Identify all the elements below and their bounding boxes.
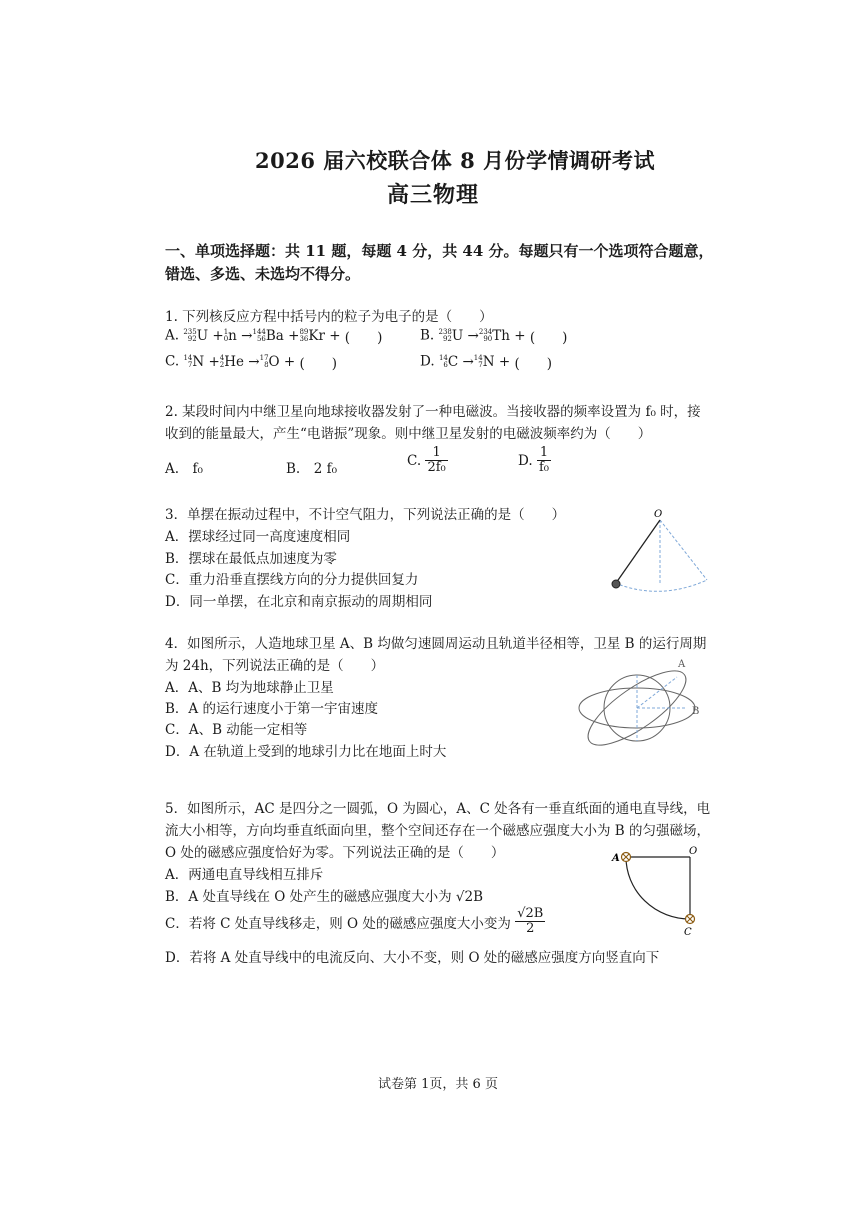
q1-option-b: B. 238 92 U → 234 90 Th + ( ) — [420, 327, 568, 346]
q5-option-b: B．A 处直导线在 O 处产生的磁感应强度大小为 √2B — [165, 889, 484, 905]
q1-option-d-label: D. — [420, 353, 435, 370]
q4-option-c: C．A、B 动能一定相等 — [165, 722, 308, 738]
q5-option-d: D．若将 A 处直导线中的电流反向、大小不变，则 O 处的磁感应强度方向竖直向下 — [165, 950, 660, 966]
section-heading-line2: 错选、多选、未选均不得分。 — [165, 265, 361, 283]
q5-stem-line1: 5．如图所示，AC 是四分之一圆弧，O 为圆心，A、C 处各有一垂直纸面的通电直导线，电 — [165, 801, 711, 817]
q2-option-c-fraction — [425, 446, 447, 476]
arc-label-a: A — [612, 853, 620, 864]
q4-stem-line2: 为 24h，下列说法正确的是（ ） — [165, 658, 385, 674]
arc-label-c: C — [684, 927, 692, 938]
exam-title: 2026 届六校联合体 8 月份学情调研考试 — [255, 148, 655, 173]
q1-option-a: A. 235 92 U + 1 0 n → 144 56 Ba + 89 36 Kr + ( ) — [165, 327, 383, 346]
q5-stem-line3: O 处的磁感应强度恰好为零。下列说法正确的是（ ） — [165, 845, 505, 861]
q4-option-a: A．A、B 均为地球静止卫星 — [165, 680, 334, 696]
q2-stem-line2: 收到的能量最大，产生“电谐振”现象。则中继卫星发射的电磁波频率约为（ ） — [165, 426, 652, 442]
q2-option-c-numerator: 1 — [425, 446, 447, 461]
q2-option-d-label: D. — [518, 452, 533, 469]
q2-option-c — [407, 446, 448, 476]
q5-option-c-numerator: √2B — [517, 906, 544, 921]
q2-option-b: B. 2 f₀ — [286, 461, 338, 477]
q1-option-c: C. 14 7 N + 4 2 He → 17 8 O + ( ) — [165, 353, 338, 372]
q3-option-b: B．摆球在最低点加速度为零 — [165, 551, 337, 567]
pendulum-label-o: O — [654, 509, 663, 520]
q1-option-d-blank: ( ) — [514, 356, 552, 372]
pendulum-arc — [615, 580, 707, 591]
q1-option-d: D. 14 6 C → 14 7 N + ( ) — [420, 353, 552, 372]
q3-option-a: A．摆球经过同一高度速度相同 — [165, 529, 351, 545]
q2-option-d-denominator: f₀ — [538, 460, 549, 476]
q1-option-a-blank: ( ) — [344, 330, 383, 346]
q5-stem-line2: 流大小相等，方向均垂直纸面向里，整个空间还存在一个磁感应强度大小为 B 的匀强磁场， — [165, 823, 711, 839]
page-footer: 试卷第 1页，共 6 页 — [378, 1077, 498, 1092]
q2-option-d — [518, 446, 551, 476]
q2-option-c-denominator: 2f₀ — [427, 460, 446, 476]
exam-subject: 高三物理 — [387, 182, 480, 208]
q5-option-c-text: C．若将 C 处直导线移走，则 O 处的磁感应强度大小变为 — [165, 915, 511, 932]
q3-option-d: D．同一单摆，在北京和南京振动的周期相同 — [165, 594, 433, 610]
q1-option-b-blank: ( ) — [529, 330, 568, 346]
q1-option-a-label: A. — [165, 327, 180, 344]
orbit-label-b: B — [692, 706, 700, 717]
q3-option-c: C．重力沿垂直摆线方向的分力提供回复力 — [165, 572, 419, 588]
quarter-arc-figure — [610, 843, 705, 938]
satellite-orbits-figure — [575, 655, 710, 755]
q4-stem-line1: 4．如图所示，人造地球卫星 A、B 均做匀速圆周运动且轨道半径相等，卫星 B 的运行周期 — [165, 636, 707, 652]
q1-stem: 1. 下列核反应方程中括号内的粒子为电子的是（ ） — [165, 309, 493, 325]
pendulum-string — [616, 520, 660, 583]
section-heading-line1: 一、单项选择题：共 11 题，每题 4 分，共 44 分。每题只有一个选项符合题意， — [165, 242, 714, 260]
q2-option-a: A. f₀ — [165, 461, 203, 477]
q5-option-c-denominator: 2 — [526, 921, 535, 937]
q2-stem-line1: 2. 某段时间内中继卫星向地球接收器发射了一种电磁波。当接收器的频率设置为 f₀ 时，接 — [165, 404, 701, 420]
q1-option-c-blank: ( ) — [299, 356, 338, 372]
arc-label-o: O — [689, 846, 698, 857]
q5-option-a: A．两通电直导线相互排斥 — [165, 867, 324, 883]
q5-option-c — [165, 907, 545, 937]
q1-option-c-label: C. — [165, 353, 180, 370]
q3-stem: 3．单摆在振动过程中，不计空气阻力，下列说法正确的是（ ） — [165, 507, 566, 523]
wire-a-icon — [622, 853, 631, 862]
pendulum-bob — [612, 580, 620, 588]
pendulum-right-line — [660, 520, 707, 580]
pendulum-figure — [600, 505, 720, 605]
orbit-label-a: A — [678, 659, 686, 670]
q4-option-d: D．A 在轨道上受到的地球引力比在地面上时大 — [165, 744, 447, 760]
q2-option-d-fraction — [537, 446, 551, 476]
q5-option-c-fraction — [515, 907, 545, 937]
q4-option-b: B．A 的运行速度小于第一宇宙速度 — [165, 701, 378, 717]
q1-option-b-label: B. — [420, 327, 435, 344]
q2-option-d-numerator: 1 — [537, 446, 551, 461]
q2-option-c-label: C. — [407, 452, 422, 469]
wire-c-icon — [686, 915, 695, 924]
arc-ac — [626, 857, 690, 919]
